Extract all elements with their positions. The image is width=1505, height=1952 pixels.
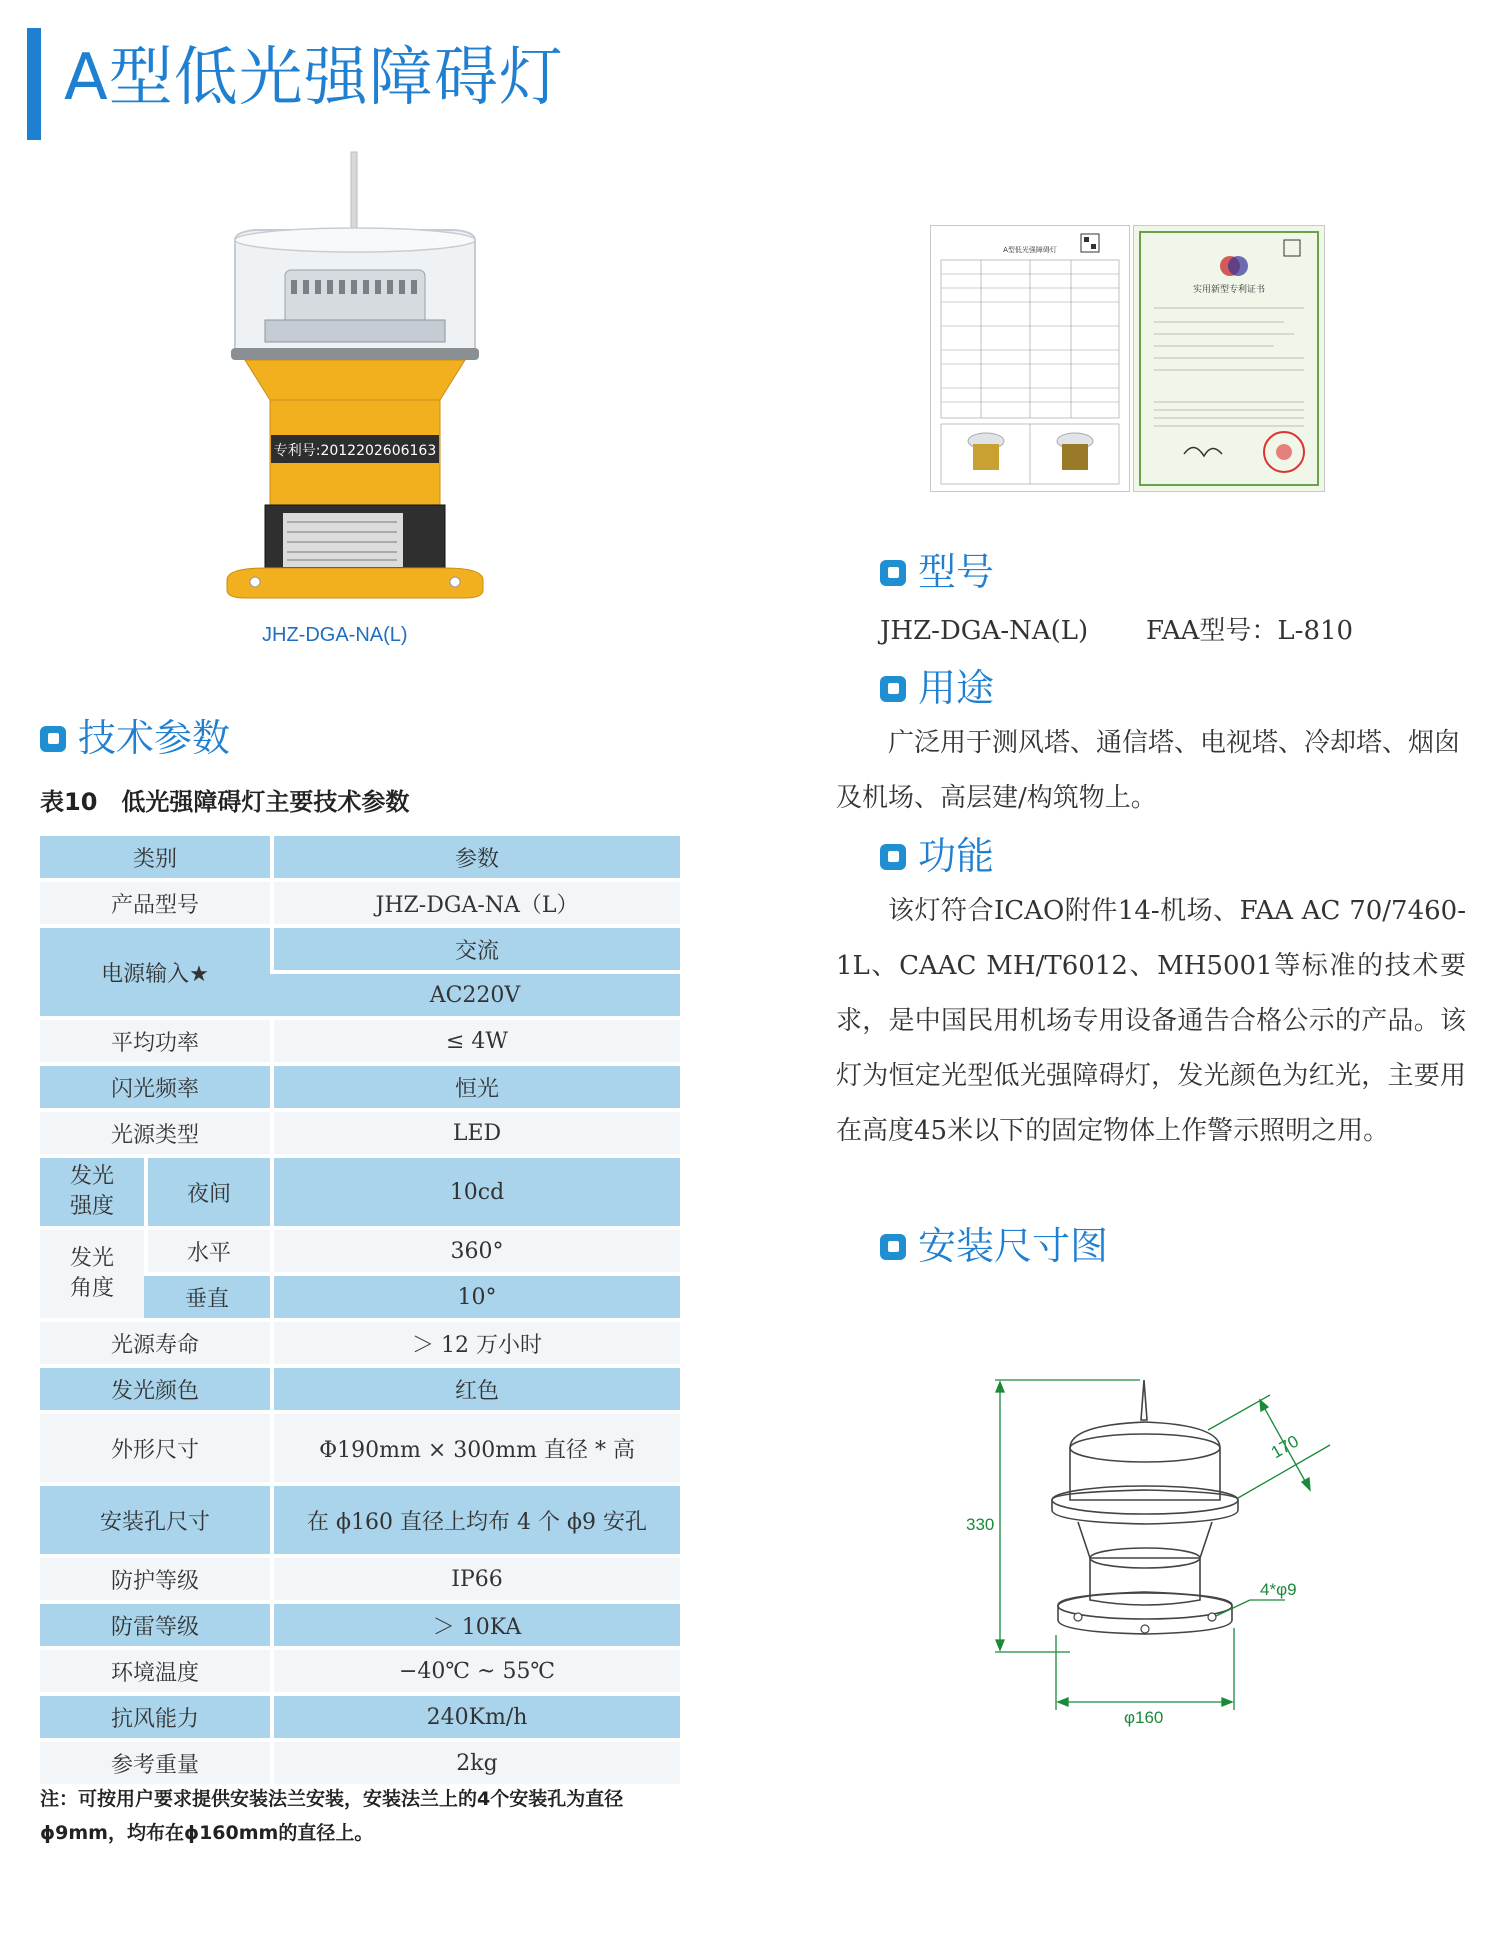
row-label: 环境温度	[40, 1650, 270, 1692]
row-value: LED	[270, 1112, 680, 1154]
row-value: 10°	[270, 1276, 680, 1318]
row-value: −40℃ ~ 55℃	[270, 1650, 680, 1692]
row-label: 光源类型	[40, 1112, 270, 1154]
table-row	[40, 1158, 680, 1226]
table-row	[40, 1742, 680, 1784]
section-model	[880, 550, 994, 596]
row-label: 闪光频率	[40, 1066, 270, 1108]
row-label: 安装孔尺寸	[40, 1486, 270, 1554]
section-install	[880, 1224, 1108, 1270]
table-caption: 表10 低光强障碍灯主要技术参数	[40, 788, 410, 816]
section-tech-params	[40, 716, 230, 762]
title-accent-bar	[27, 28, 41, 140]
usage-text: 广泛用于测风塔、通信塔、电视塔、冷却塔、烟囱及机场、高层建/构筑物上。	[836, 728, 1461, 813]
table-note: 注：可按用户要求提供安装法兰安装，安装法兰上的4个安装孔为直径ϕ9mm，均布在ϕ160mm的直径上。	[40, 1788, 624, 1844]
section-function	[880, 834, 994, 880]
row-label: 参考重量	[40, 1742, 270, 1784]
row-sublabel: 垂直	[144, 1276, 270, 1318]
table-row	[40, 1650, 680, 1692]
table-row	[40, 882, 680, 924]
table-row	[40, 1414, 680, 1482]
spec-table	[40, 832, 680, 1788]
row-value: 360°	[270, 1230, 680, 1272]
table-row	[40, 1368, 680, 1410]
row-label: 抗风能力	[40, 1696, 270, 1738]
row-value: AC220V	[270, 974, 680, 1016]
table-row	[40, 1066, 680, 1108]
table-row	[40, 1558, 680, 1600]
table-row	[40, 1322, 680, 1364]
row-value: ＞ 12 万小时	[270, 1322, 680, 1364]
table-row	[40, 1696, 680, 1738]
section-bullet-icon	[880, 676, 906, 702]
header-param: 参数	[270, 836, 680, 878]
row-value: IP66	[270, 1558, 680, 1600]
function-text: 该灯符合ICAO附件14-机场、FAA AC 70/7460-1L、CAAC MH/T6012、MH5001等标准的技术要求，是中国民用机场专用设备通告合格公示的产品。该灯为恒定光型低光强障碍灯，发光颜色为红光，主要用在高度45米以下的固定物体上作警示照明之用。	[836, 896, 1466, 1146]
install-dimension-drawing	[960, 1370, 1400, 1730]
table-row	[40, 1604, 680, 1646]
model-caption: JHZ-DGA-NA(L)	[262, 624, 408, 646]
row-value: ＞ 10KA	[270, 1604, 680, 1646]
row-label: 电源输入★	[40, 928, 270, 1016]
row-value: 在 ϕ160 直径上均布 4 个 ϕ9 安孔	[270, 1486, 680, 1554]
model-text: JHZ-DGA-NA(L) FAA型号：L-810	[880, 616, 1354, 646]
dim-holes-label: 4*φ9	[1260, 1580, 1297, 1599]
patent-plate-text: 专利号:2012202606163	[273, 443, 437, 459]
row-value: 交流	[270, 928, 680, 970]
row-sublabel: 夜间	[144, 1158, 270, 1226]
row-label: 产品型号	[40, 882, 270, 924]
inspection-report-image	[930, 225, 1130, 492]
section-bullet-icon	[880, 844, 906, 870]
report-title: A型低光强障碍灯	[1003, 246, 1057, 254]
row-value: ≤ 4W	[270, 1020, 680, 1062]
section-bullet-icon	[880, 1234, 906, 1260]
row-label: 外形尺寸	[40, 1414, 270, 1482]
row-value: 2kg	[270, 1742, 680, 1784]
section-bullet-icon	[880, 560, 906, 586]
section-bullet-icon	[40, 726, 66, 752]
table-row	[40, 1112, 680, 1154]
row-value: 红色	[270, 1368, 680, 1410]
table-row	[40, 1486, 680, 1554]
row-label: 发光 强度	[40, 1158, 144, 1226]
section-title: 功能	[918, 834, 995, 878]
section-usage	[880, 666, 994, 712]
table-header-row	[40, 836, 680, 878]
row-label: 防雷等级	[40, 1604, 270, 1646]
dim-height-label: 330	[966, 1515, 995, 1534]
row-label: 平均功率	[40, 1020, 270, 1062]
row-label: 发光颜色	[40, 1368, 270, 1410]
row-label: 发光 角度	[40, 1230, 144, 1318]
dim-bolt-circle-label: φ160	[1124, 1708, 1164, 1727]
row-label: 光源寿命	[40, 1322, 270, 1364]
table-row	[40, 1230, 680, 1272]
product-photo	[225, 150, 485, 600]
section-title: 安装尺寸图	[918, 1224, 1109, 1268]
row-sublabel: 水平	[144, 1230, 270, 1272]
row-value: JHZ-DGA-NA（L）	[270, 882, 680, 924]
row-value: 240Km/h	[270, 1696, 680, 1738]
page-title: A型低光强障碍灯	[64, 41, 564, 115]
table-row	[40, 928, 680, 970]
dim-width-label: 170	[1267, 1431, 1302, 1463]
row-label: 防护等级	[40, 1558, 270, 1600]
section-title: 型号	[918, 550, 995, 594]
row-value: Φ190mm × 300mm 直径 * 高	[270, 1414, 680, 1482]
certificate-title: 实用新型专利证书	[1192, 285, 1266, 295]
row-value: 恒光	[270, 1066, 680, 1108]
patent-certificate-image	[1133, 225, 1325, 492]
row-value: 10cd	[270, 1158, 680, 1226]
section-title: 技术参数	[78, 716, 231, 760]
header-category: 类别	[40, 836, 270, 878]
section-title: 用途	[918, 666, 995, 710]
table-row	[40, 1020, 680, 1062]
